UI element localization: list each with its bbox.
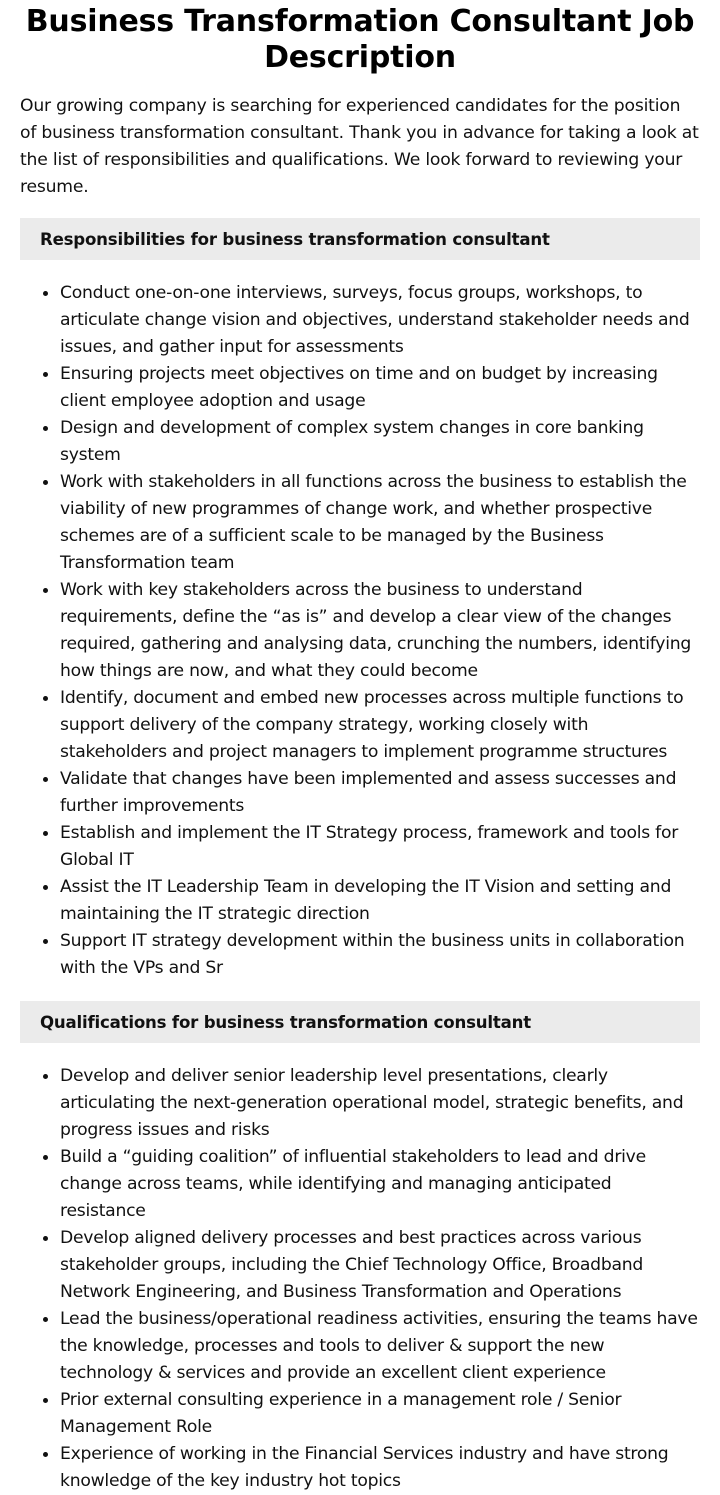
bullet-icon — [43, 777, 48, 782]
list-item-text: Assist the IT Leadership Team in developing the IT Vision and setting and maintaining the IT strategic direction — [60, 877, 672, 924]
qualifications-heading: Qualifications for business transformation consultant — [20, 1001, 700, 1043]
list-item-text: Lead the business/operational readiness activities, ensuring the teams have the knowledge, processes and tools to deliver & support the new technology & services and provide an excellent client experience — [60, 1309, 698, 1383]
list-item — [60, 469, 700, 577]
list-item — [60, 1306, 700, 1387]
bullet-icon — [43, 696, 48, 701]
list-item-text: Establish and implement the IT Strategy process, framework and tools for Global IT — [60, 823, 679, 870]
list-item-text: Prior external consulting experience in a management role / Senior Management Role — [60, 1390, 622, 1437]
bullet-icon — [43, 291, 48, 296]
responsibilities-heading: Responsibilities for business transformation consultant — [20, 218, 700, 260]
list-item — [60, 1144, 700, 1225]
bullet-icon — [43, 939, 48, 944]
list-item — [60, 1441, 700, 1495]
bullet-icon — [43, 1317, 48, 1322]
list-item-text: Identify, document and embed new processes across multiple functions to support delivery of the company strategy, working closely with stakeholders and project managers to implement programme structures — [60, 688, 684, 762]
list-item — [60, 820, 700, 874]
list-item-text: Design and development of complex system changes in core banking system — [60, 418, 644, 465]
list-item — [60, 280, 700, 361]
bullet-icon — [43, 885, 48, 890]
bullet-icon — [43, 426, 48, 431]
bullet-icon — [43, 1155, 48, 1160]
list-item-text: Ensuring projects meet objectives on time and on budget by increasing client employee adoption and usage — [60, 364, 658, 411]
responsibilities-list — [20, 280, 700, 982]
bullet-icon — [43, 1398, 48, 1403]
bullet-icon — [43, 480, 48, 485]
list-item-text: Develop and deliver senior leadership level presentations, clearly articulating the next-generation operational model, strategic benefits, and progress issues and risks — [60, 1066, 684, 1140]
list-item — [60, 361, 700, 415]
list-item-text: Work with stakeholders in all functions across the business to establish the viability of new programmes of change work, and whether prospective schemes are of a sufficient scale to be managed by the Business Transformation team — [60, 472, 687, 573]
list-item-text: Develop aligned delivery processes and best practices across various stakeholder groups, including the Chief Technology Office, Broadband Network Engineering, and Business Transformation and Operations — [60, 1228, 644, 1302]
page-title: Business Transformation Consultant Job Description — [25, 4, 695, 75]
list-item-text: Conduct one-on-one interviews, surveys, focus groups, workshops, to articulate change vision and objectives, understand stakeholder needs and issues, and gather input for assessments — [60, 283, 690, 357]
bullet-icon — [43, 372, 48, 377]
bullet-icon — [43, 1236, 48, 1241]
list-item-text: Build a “guiding coalition” of influential stakeholders to lead and drive change across teams, while identifying and managing anticipated resistance — [60, 1147, 646, 1221]
list-item-text: Support IT strategy development within the business units in collaboration with the VPs and Sr — [60, 931, 685, 978]
bullet-icon — [43, 588, 48, 593]
list-item — [60, 577, 700, 685]
list-item — [60, 1063, 700, 1144]
list-item — [60, 766, 700, 820]
list-item — [60, 874, 700, 928]
list-item-text: Work with key stakeholders across the business to understand requirements, define the “as is” and develop a clear view of the changes required, gathering and analysing data, crunching the numbers, identifying how things are now, and what they could become — [60, 580, 692, 681]
bullet-icon — [43, 1074, 48, 1079]
intro-paragraph: Our growing company is searching for experienced candidates for the position of business transformation consultant. Thank you in advance for taking a look at the list of responsibilities and qualifications. We look forward to reviewing your resume. — [20, 96, 699, 197]
list-item-text: Experience of working in the Financial Services industry and have strong knowledge of the key industry hot topics — [60, 1444, 669, 1491]
list-item — [60, 1225, 700, 1306]
bullet-icon — [43, 1452, 48, 1457]
qualifications-list — [20, 1063, 700, 1495]
list-item-text: Validate that changes have been implemented and assess successes and further improvements — [60, 769, 677, 816]
list-item — [60, 928, 700, 982]
list-item — [60, 415, 700, 469]
list-item — [60, 685, 700, 766]
bullet-icon — [43, 831, 48, 836]
list-item — [60, 1387, 700, 1441]
